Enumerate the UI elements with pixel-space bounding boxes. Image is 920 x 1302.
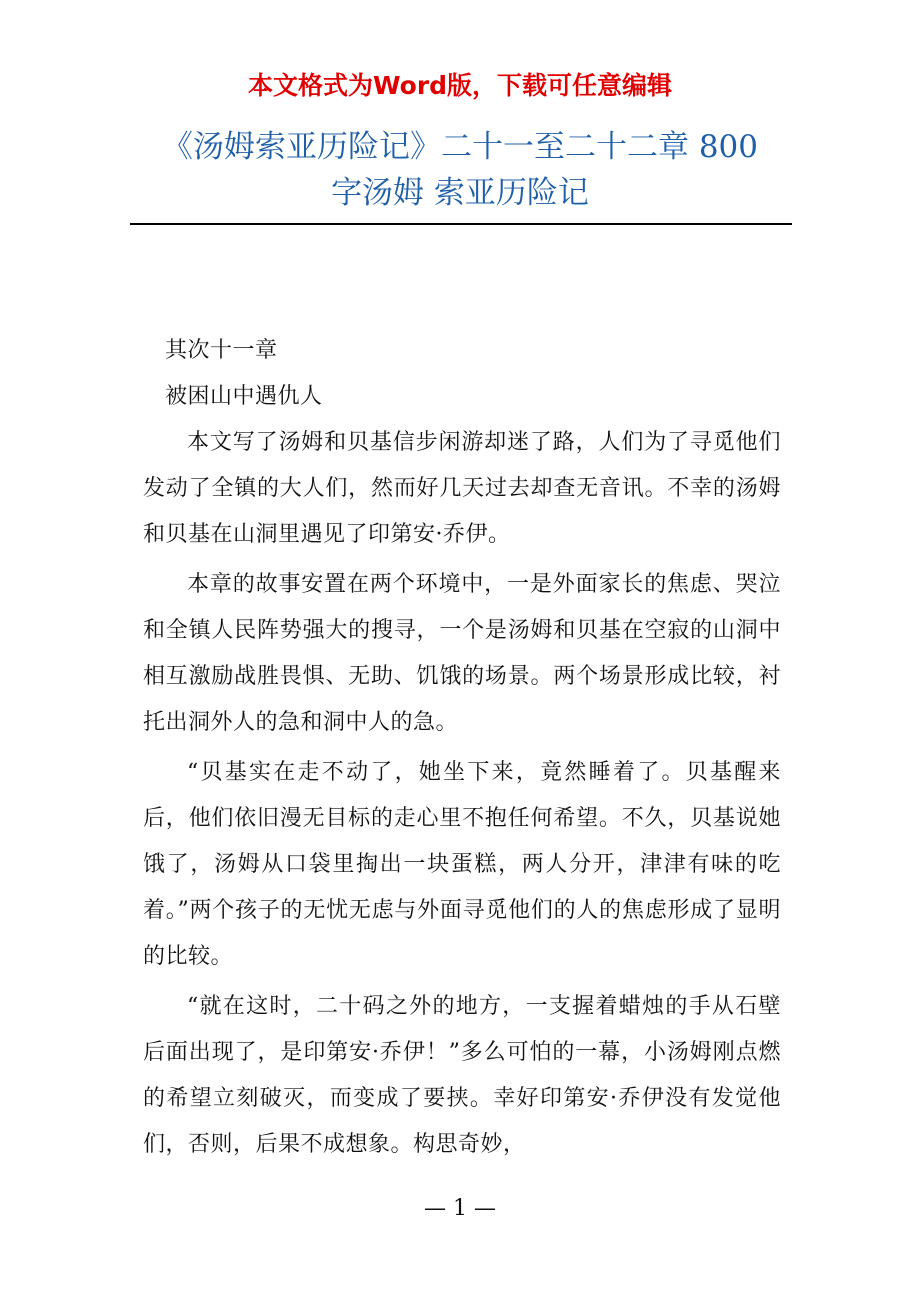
document-body <box>143 328 781 1168</box>
page-number: — 1 — <box>424 1196 496 1221</box>
paragraph: 本章的故事安置在两个环境中，一是外面家长的焦虑、哭泣和全镇人民阵势强大的搜寻，一个是汤姆和贝基在空寂的山洞中相互激励战胜畏惧、无助、饥饿的场景。两个场景形成比较，衬托出洞外人的急和洞中人的急。 <box>143 572 781 735</box>
document-title-line-2: 字汤姆 索亚历险记 <box>331 175 589 211</box>
document-title-line-1: 《汤姆索亚历险记》二十一至二十二章 800 <box>161 129 759 165</box>
document-title <box>110 124 810 216</box>
chapter-heading: 其次十一章 <box>165 338 278 363</box>
paragraph: “贝基实在走不动了，她坐下来，竟然睡着了。贝基醒来后，他们依旧漫无目标的走心里不抱任何希望。不久，贝基说她饿了，汤姆从口袋里掏出一块蛋糕，两人分开，津津有味的吃着。”两个孩子的无忧无虑与外面寻觅他们的人的焦虑形成了显明的比较。 <box>143 760 781 969</box>
chapter-subtitle: 被困山中遇仇人 <box>165 384 323 409</box>
paragraph: “就在这时，二十码之外的地方，一支握着蜡烛的手从石壁后面出现了，是印第安·乔伊！”多么可怕的一幕，小汤姆刚点燃的希望立刻破灭，而变成了要挟。幸好印第安·乔伊没有发觉他们，否则，后果不成想象。构思奇妙， <box>143 994 781 1157</box>
title-divider <box>130 223 792 225</box>
word-format-banner: 本文格式为Word版，下载可任意编辑 <box>247 71 673 100</box>
paragraph: 本文写了汤姆和贝基信步闲游却迷了路，人们为了寻觅他们发动了全镇的大人们，然而好几天过去却查无音讯。不幸的汤姆和贝基在山洞里遇见了印第安·乔伊。 <box>143 430 781 547</box>
